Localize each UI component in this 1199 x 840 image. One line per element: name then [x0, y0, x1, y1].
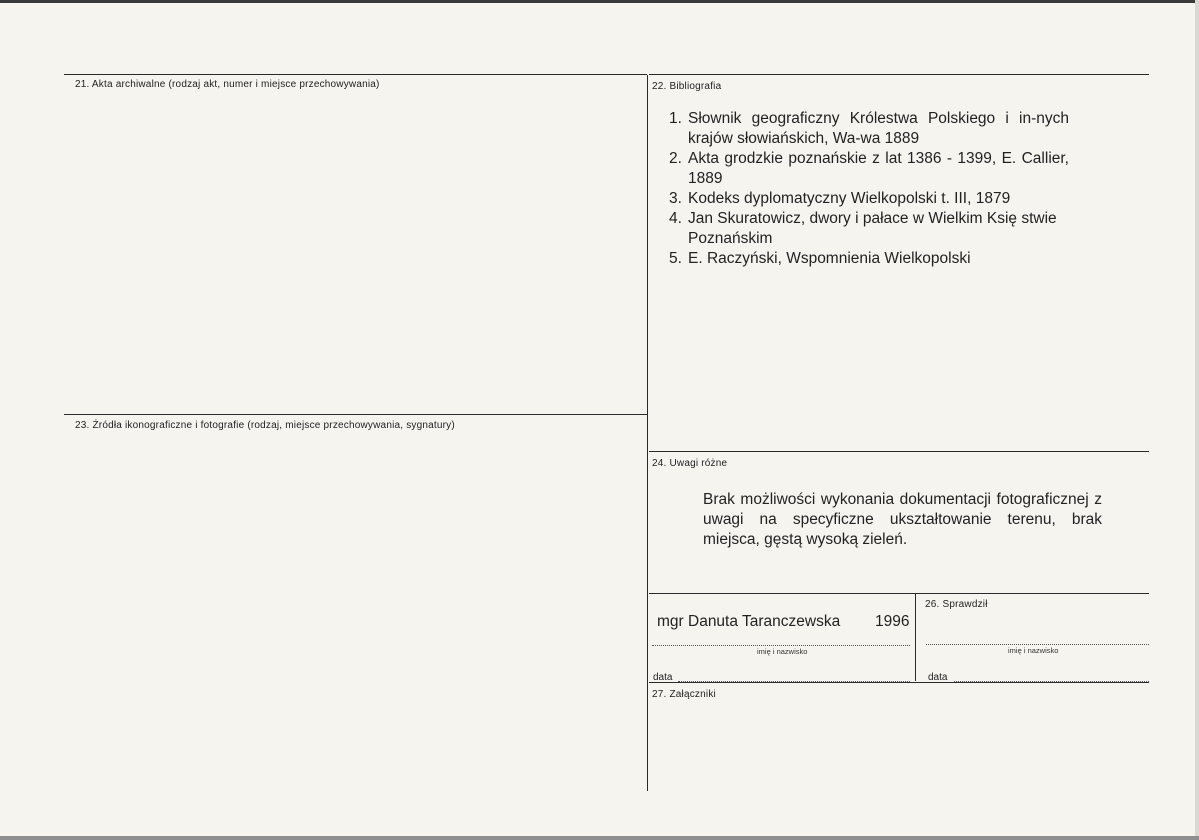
section-21-label: 21. Akta archiwalne (rodzaj akt, numer i miejsce przechowywania) — [75, 79, 380, 90]
bibliography-item — [669, 189, 1069, 209]
remarks-text: Brak możliwości wykonania dokumentacji fotograficznej z uwagi na specyficzne ukształtowanie terenu, brak miejsca, gęstą wysoką zieleń. — [703, 491, 1102, 548]
bibliography-item-number: 5. — [669, 250, 682, 267]
section-26-label: 26. Sprawdził — [925, 599, 988, 610]
form-sheet — [0, 3, 1196, 836]
rule-section-25-26 — [649, 593, 1149, 594]
divider-25-26 — [915, 593, 916, 681]
name-line-26 — [926, 644, 1149, 645]
section-23-label: 23. Źródła ikonograficzne i fotografie (rodzaj, miejsce przechowywania, sygnatury) — [75, 420, 455, 431]
section-22-label: 22. Bibliografia — [652, 81, 722, 92]
name-caption-25: imię i nazwisko — [757, 647, 808, 656]
rule-section-27 — [649, 682, 1149, 683]
bibliography-item-number: 3. — [669, 190, 682, 207]
name-line-25 — [652, 645, 910, 646]
bibliography-item-text: E. Raczyński, Wspomnienia Wielkopolski — [688, 250, 971, 267]
paper-edge-right — [1195, 0, 1199, 840]
rule-section-24 — [649, 451, 1149, 452]
date-label-26: data — [928, 672, 948, 683]
bibliography-item-number: 1. — [669, 110, 682, 127]
bibliography-item-number: 2. — [669, 150, 682, 167]
bibliography-item — [669, 109, 1069, 149]
bibliography-item-number: 4. — [669, 210, 682, 227]
rule-top-left — [64, 74, 647, 75]
rule-top-right — [649, 74, 1149, 75]
bibliography-item-text: Słownik geograficzny Królestwa Polskiego i in-nych krajów słowiańskich, Wa-wa 1889 — [688, 110, 1069, 147]
author-year: 1996 — [875, 613, 910, 630]
author-name: mgr Danuta Taranczewska — [657, 613, 841, 630]
name-caption-26: imię i nazwisko — [1008, 646, 1059, 655]
bibliography-list — [669, 109, 1069, 269]
bibliography-item — [669, 209, 1069, 249]
bibliography-item-text: Jan Skuratowicz, dwory i pałace w Wielkim Księ stwie Poznańskim — [688, 210, 1057, 247]
bibliography-item-text: Akta grodzkie poznańskie z lat 1386 - 1399, E. Callier, 1889 — [688, 150, 1069, 187]
date-label-25: data — [653, 672, 673, 683]
divider-main — [647, 75, 648, 791]
section-27-label: 27. Załączniki — [652, 689, 716, 700]
bibliography-item — [669, 249, 1069, 269]
paper-edge-bottom — [0, 836, 1199, 840]
bibliography-item-text: Kodeks dyplomatyczny Wielkopolski t. III, 1879 — [688, 190, 1011, 207]
bibliography-item — [669, 149, 1069, 189]
rule-section-23 — [64, 414, 647, 415]
section-24-label: 24. Uwagi różne — [652, 458, 728, 469]
